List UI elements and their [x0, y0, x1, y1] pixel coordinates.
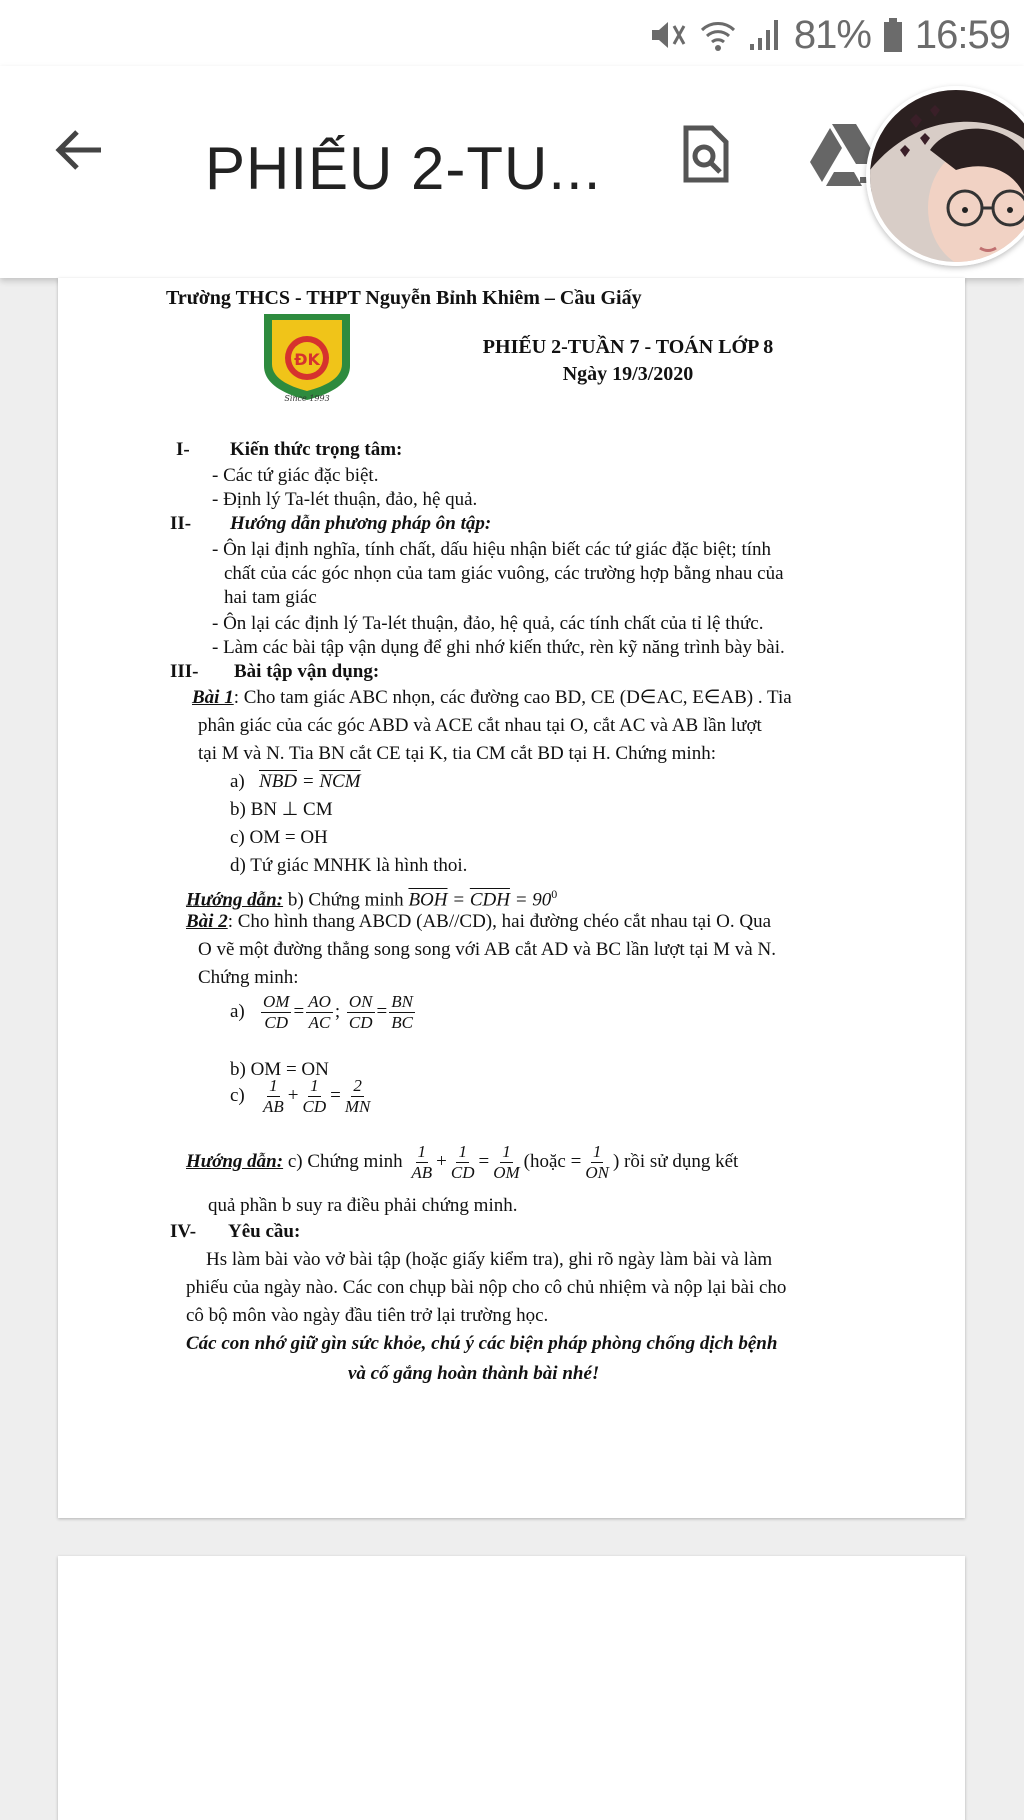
section-4-number: IV-	[170, 1221, 197, 1242]
hint-tail: ) rồi sử dụng kết	[612, 1150, 739, 1172]
bai-2-text: : Cho hình thang ABCD (AB//CD), hai đường chéo cắt nhau tại O. Qua	[227, 911, 772, 932]
section-2-line: chất của các góc nhọn của tam giác vuông, các trường hợp bằng nhau của	[224, 563, 784, 584]
section-4-line: cô bộ môn vào ngày đầu tiên trở lại trường học.	[186, 1305, 549, 1326]
hint-text: c) Chứng minh	[283, 1150, 408, 1172]
closing-line-2: và cố gắng hoàn thành bài nhé!	[348, 1363, 600, 1384]
bai-2-item-c: c) $\frac{1}{AB}$ + $\frac{1}{CD}$ = $\frac{2}{MN}$	[230, 1076, 371, 1116]
document-page-2[interactable]	[58, 1556, 965, 1820]
signal-icon	[748, 18, 782, 52]
find-in-page-button[interactable]	[672, 122, 738, 188]
angle-value: = 90	[509, 889, 552, 911]
hint-text: b) Chứng minh	[283, 889, 409, 911]
item-label: c)	[230, 1084, 245, 1106]
back-button[interactable]	[46, 118, 110, 182]
bai-1-label: Bài 1	[192, 687, 234, 708]
section-3-number: III-	[170, 661, 199, 682]
svg-text:Since 1993: Since 1993	[284, 394, 330, 403]
fraction: $\frac{1}{AB}$	[411, 1142, 433, 1182]
back-arrow-icon	[53, 128, 103, 172]
section-3-heading: Bài tập vận dụng:	[234, 661, 380, 682]
section-2-line: - Làm các bài tập vận dụng để ghi nhớ kiến thức, rèn kỹ năng trình bày bài.	[212, 637, 785, 658]
section-1-heading: Kiến thức trọng tâm:	[230, 439, 403, 460]
bai-1-item-a	[230, 770, 361, 794]
bai-2-line-3: Chứng minh:	[198, 967, 299, 988]
bai-1-text: : Cho tam giác ABC nhọn, các đường cao BD, CE (D∈AC, E∈AB) . Tia	[233, 687, 792, 708]
section-1-item: - Định lý Ta-lét thuận, đảo, hệ quả.	[212, 489, 478, 510]
bai-2-item-a: a) $\frac{OM}{CD}$ = $\frac{AO}{AC}$ ; $\frac{ON}{CD}$ = $\frac{BN}{BC}$	[230, 992, 413, 1032]
bai-1-line-1	[192, 686, 792, 710]
section-2-line: hai tam giác	[224, 587, 317, 608]
equals: =	[297, 771, 320, 792]
fraction: $\frac{1}{CD}$	[302, 1076, 327, 1116]
status-bar	[0, 0, 1024, 66]
section-2-number: II-	[170, 513, 192, 534]
status-icons	[648, 8, 1010, 62]
degree-sup: 0	[551, 887, 558, 901]
fraction: $\frac{2}{MN}$	[344, 1076, 371, 1116]
fraction: $\frac{1}{AB}$	[263, 1076, 284, 1116]
section-4-line: phiếu của ngày nào. Các con chụp bài nộp cho cô chủ nhiệm và nộp lại bài cho	[186, 1277, 787, 1298]
bai-2-line-2: O vẽ một đường thẳng song song với AB cắt AD và BC lần lượt tại M và N.	[198, 939, 776, 960]
sheet-date: Ngày 19/3/2020	[562, 363, 694, 385]
angle-cdh: $\overline{CDH}$	[469, 889, 510, 911]
school-logo	[258, 310, 356, 404]
battery-icon	[883, 17, 903, 53]
bai-1-item-d: d) Tứ giác MNHK là hình thoi.	[230, 855, 468, 876]
sheet-title-line: PHIẾU 2-TUẦN 7 - TOÁN LỚP 8	[482, 336, 774, 358]
document-title: PHIẾU 2-TU...	[205, 135, 602, 202]
section-4-line: Hs làm bài vào vở bài tập (hoặc giấy kiểm tra), ghi rõ ngày làm bài và làm	[206, 1249, 773, 1270]
section-1-item: - Các tứ giác đặc biệt.	[212, 465, 379, 486]
sheet-title	[418, 334, 838, 388]
hint-or: (hoặc =	[523, 1150, 582, 1172]
fraction: $\frac{ON}{CD}$	[348, 992, 373, 1032]
mute-vibrate-icon	[648, 18, 688, 52]
fraction: $\frac{OM}{CD}$	[263, 992, 290, 1032]
section-1-number: I-	[176, 439, 190, 460]
svg-text:ĐK: ĐK	[294, 350, 320, 369]
document-content	[58, 278, 965, 1518]
section-2-line: - Ôn lại định nghĩa, tính chất, dấu hiệu nhận biết các tứ giác đặc biệt; tính	[212, 539, 772, 560]
equals: =	[447, 889, 470, 911]
bai-2-line-1	[186, 910, 771, 934]
school-name: Trường THCS - THPT Nguyễn Bỉnh Khiêm – Cầu Giấy	[166, 287, 642, 309]
clock: 16:59	[914, 12, 1010, 57]
document-page-1[interactable]	[58, 278, 965, 1518]
bai-1-item-c: c) OM = OH	[230, 827, 328, 848]
section-2-line: - Ôn lại các định lý Ta-lét thuận, đảo, hệ quả, các tính chất của tỉ lệ thức.	[212, 613, 764, 634]
fraction: $\frac{AO}{AC}$	[308, 992, 331, 1032]
closing-line-1: Các con nhớ giữ gìn sức khỏe, chú ý các biện pháp phòng chống dịch bệnh	[186, 1333, 778, 1354]
angle-nbd: $\overline{NBD}$	[259, 771, 298, 792]
hint-label: Hướng dẫn:	[186, 889, 284, 911]
section-2-heading: Hướng dẫn phương pháp ôn tập:	[230, 513, 492, 534]
bai-2-hint-line-2: quả phần b suy ra điều phải chứng minh.	[208, 1195, 518, 1216]
fraction: $\frac{1}{CD}$	[450, 1142, 475, 1182]
bai-1-line-2: phân giác của các góc ABD và ACE cắt nhau tại O, cắt AC và AB lần lượt	[198, 715, 762, 736]
battery-percent: 81%	[793, 12, 871, 57]
bai-1-line-3: tại M và N. Tia BN cắt CE tại K, tia CM cắt BD tại H. Chứng minh:	[198, 743, 716, 764]
find-in-page-icon	[672, 122, 738, 188]
angle-boh: $\overline{BOH}$	[408, 889, 448, 911]
wifi-icon	[700, 18, 736, 52]
bai-1-hint	[186, 882, 557, 912]
angle-ncm: $\overline{NCM}$	[319, 771, 361, 792]
bai-2-label: Bài 2	[186, 911, 228, 932]
hint-label: Hướng dẫn:	[186, 1150, 284, 1172]
bai-1-item-b: b) BN ⊥ CM	[230, 799, 333, 820]
bai-2-item-b: b) OM = ON	[230, 1059, 329, 1080]
item-label: a)	[230, 771, 245, 792]
fraction: $\frac{1}{ON}$	[585, 1142, 609, 1182]
item-label: a)	[230, 1000, 245, 1022]
bai-2-hint: Hướng dẫn: c) Chứng minh $\frac{1}{AB}$ + $\frac{1}{CD}$ = $\frac{1}{OM}$ (hoặc = $\frac{1}{ON}$ ) rồi sử dụng kết	[186, 1142, 739, 1182]
fraction: $\frac{1}{OM}$	[493, 1142, 520, 1182]
fraction: $\frac{BN}{BC}$	[391, 992, 413, 1032]
section-4-heading: Yêu cầu:	[228, 1221, 301, 1242]
